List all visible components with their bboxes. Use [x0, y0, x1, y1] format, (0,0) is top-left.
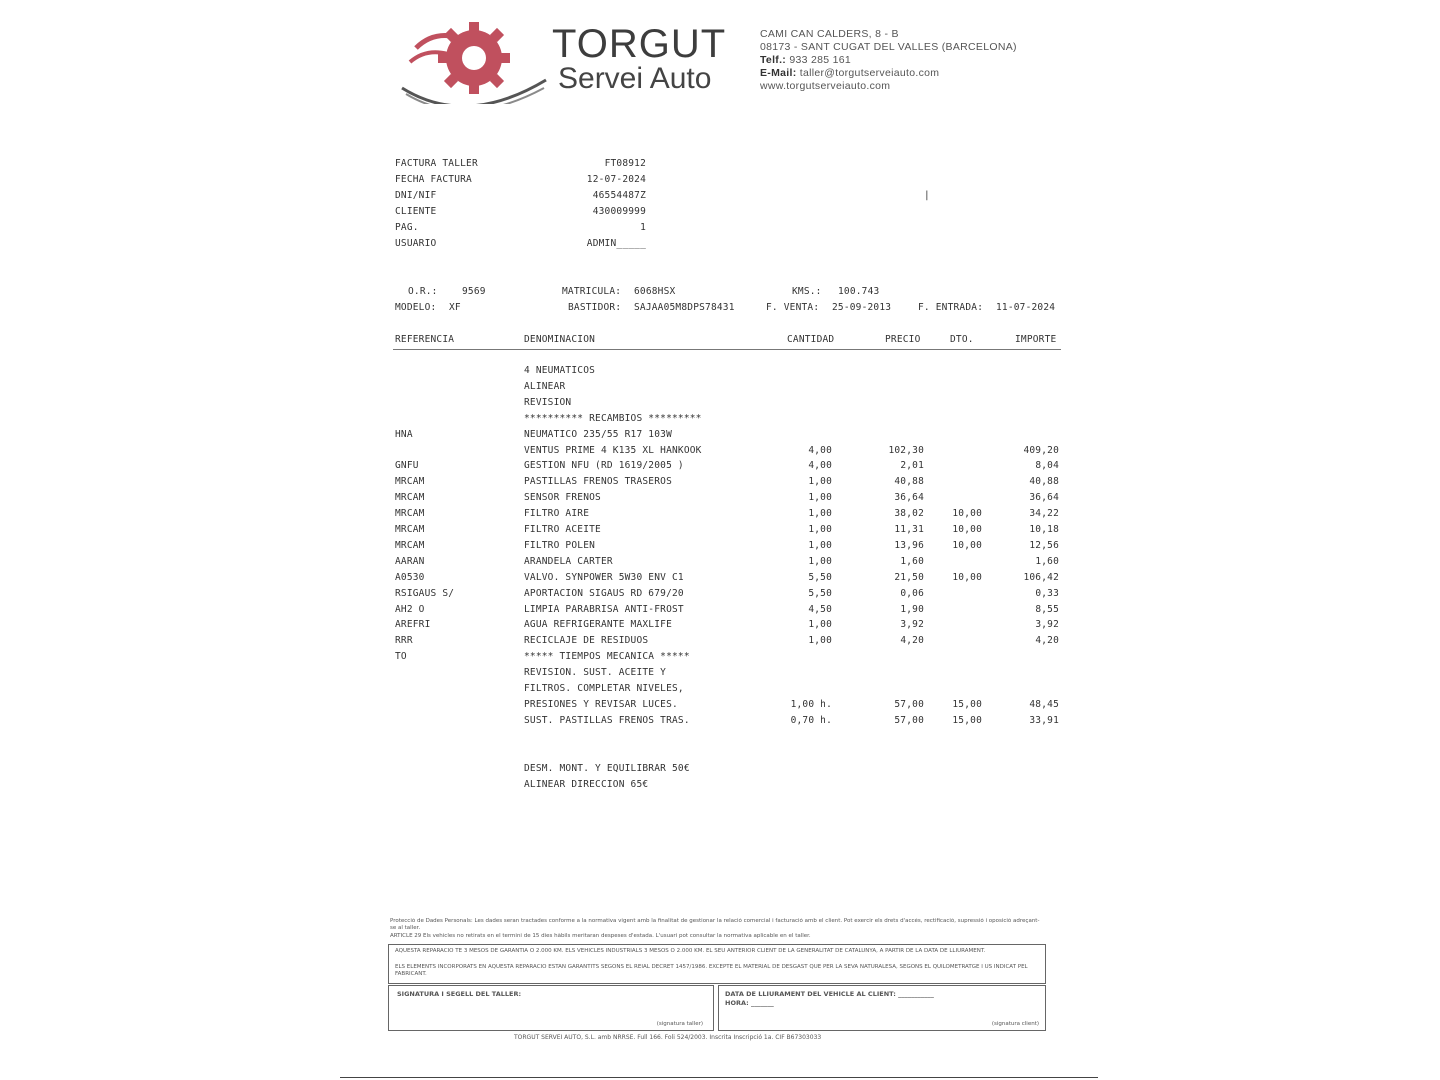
invoice-info-value: FT08912	[604, 158, 646, 169]
fine-print-2: ARTICLE 29 Els vehicles no retirats en el termini de 15 dies hàbils meritaran despeses d'estada. L'usuari pot consultar la normativa aplicable en el taller.	[390, 933, 811, 939]
header-amount: IMPORTE	[1015, 334, 1057, 345]
legal-footer: TORGUT SERVEI AUTO, S.L. amb NRRSE. Full 166. Foli 524/2003. Inscrita Inscripció 1a. CIF B67303033	[514, 1034, 822, 1041]
fine-print-1: Protecció de Dades Personals: Les dades seran tractades conforme a la normativa vigent amb la finalitat de gestionar la relació comercial i facturació amb el client. Pot exercir els drets d'accés, rectificació, supressió i oposició adreçant-se al taller.	[390, 918, 1040, 931]
phone-label: Telf.:	[760, 54, 787, 66]
cell-ref: AH2 O	[395, 603, 425, 615]
cell-qty: 1,00	[808, 619, 832, 631]
cell-amount: 36,64	[1029, 492, 1059, 504]
cell-ref: HNA	[395, 428, 413, 440]
cell-ref: MRCAM	[395, 539, 425, 551]
invoice-info-value: 12-07-2024	[586, 174, 646, 185]
cell-amount: 10,18	[1029, 524, 1059, 535]
cell-ref: RSIGAUS S/	[395, 587, 455, 599]
invoice-info-label: USUARIO	[395, 238, 437, 249]
cell-amount: 0,33	[1035, 587, 1059, 599]
cell-ref: A0530	[395, 571, 425, 583]
cell-amount: 8,04	[1035, 460, 1059, 472]
company-phone-line	[760, 54, 851, 66]
cell-desc: AGUA REFRIGERANTE MAXLIFE	[524, 619, 672, 631]
cell-dto: 10,00	[952, 571, 982, 583]
cell-qty: 1,00	[808, 508, 832, 520]
cell-desc: RECICLAJE DE RESIDUOS	[524, 635, 649, 647]
cell-desc: FILTROS. COMPLETAR NIVELES,	[524, 683, 684, 694]
company-web: www.torgutserveiauto.com	[760, 80, 891, 92]
cell-price: 1,60	[900, 555, 924, 567]
cell-price: 21,50	[894, 571, 924, 583]
fentrada-label: F. ENTRADA:	[918, 302, 984, 313]
cell-price: 11,31	[894, 524, 924, 535]
signature-workshop-hint: (signatura taller)	[656, 1021, 703, 1027]
cell-desc: FILTRO AIRE	[524, 508, 590, 520]
invoice-info-label: PAG.	[395, 222, 419, 233]
cell-ref: MRCAM	[395, 508, 425, 520]
cell-price: 38,02	[894, 508, 924, 520]
cell-amount: 106,42	[1023, 571, 1059, 583]
cell-qty: 5,50	[808, 587, 832, 599]
fventa-value: 25-09-2013	[832, 302, 892, 313]
cell-ref: TO	[395, 651, 407, 663]
cell-dto: 10,00	[952, 524, 982, 535]
cell-qty: 4,00	[808, 444, 832, 456]
cell-desc: ALINEAR	[524, 380, 566, 392]
note-line: ALINEAR DIRECCION 65€	[524, 779, 649, 790]
invoice-info-value: 46554487Z	[592, 190, 646, 201]
cell-qty: 1,00	[808, 476, 832, 488]
page-bottom-edge	[340, 1077, 1098, 1078]
company-subtitle: Servei Auto	[558, 62, 712, 95]
cell-desc: REVISION. SUST. ACEITE Y	[524, 667, 667, 679]
cell-amount: 4,20	[1035, 635, 1059, 647]
cell-desc: 4 NEUMATICOS	[524, 365, 596, 376]
cell-ref: GNFU	[395, 460, 419, 472]
cell-qty: 1,00	[808, 555, 832, 567]
kms-value: 100.743	[838, 286, 880, 297]
or-label: O.R.:	[408, 286, 438, 297]
cell-price: 36,64	[894, 492, 924, 504]
cell-desc: LIMPIA PARABRISA ANTI-FROST	[524, 603, 684, 615]
bastidor-value: SAJAA05M8DPS78431	[634, 302, 735, 313]
cell-ref: MRCAM	[395, 524, 425, 535]
cell-ref: RRR	[395, 635, 413, 647]
or-value: 9569	[462, 286, 486, 297]
matricula-value: 6068HSX	[634, 286, 676, 297]
signature-workshop-label: SIGNATURA I SEGELL DEL TALLER:	[397, 990, 522, 998]
header-dto: DTO.	[950, 334, 974, 345]
cell-ref: AREFRI	[395, 619, 431, 631]
company-name: TORGUT	[552, 22, 727, 66]
cell-qty: 1,00	[808, 492, 832, 504]
company-email-line	[760, 67, 939, 79]
invoice-info-value: ADMIN_____	[586, 238, 646, 249]
cell-price: 13,96	[894, 539, 924, 551]
header-desc: DENOMINACION	[524, 334, 596, 345]
cell-desc: FILTRO ACEITE	[524, 524, 601, 535]
cell-desc: ********** RECAMBIOS *********	[524, 412, 702, 424]
invoice-info-value: 1	[640, 222, 646, 233]
cell-desc: NEUMATICO 235/55 R17 103W	[524, 428, 672, 440]
cell-desc: ***** TIEMPOS MECANICA *****	[524, 651, 690, 663]
cell-price: 57,00	[894, 714, 924, 726]
cell-qty: 4,00	[808, 460, 832, 472]
modelo-value: XF	[449, 302, 461, 313]
cell-desc: PRESIONES Y REVISAR LUCES.	[524, 698, 678, 710]
cell-qty: 1,00	[808, 524, 832, 535]
note-line: DESM. MONT. Y EQUILIBRAR 50€	[524, 763, 690, 774]
header-price: PRECIO	[885, 334, 921, 345]
cell-qty: 1,00 h.	[790, 698, 832, 710]
cell-dto: 10,00	[952, 539, 982, 551]
fventa-label: F. VENTA:	[766, 302, 820, 313]
cell-ref: MRCAM	[395, 476, 425, 488]
modelo-label: MODELO:	[395, 302, 437, 313]
company-address-1: CAMI CAN CALDERS, 8 - B	[760, 28, 899, 40]
cell-qty: 5,50	[808, 571, 832, 583]
cell-amount: 48,45	[1029, 698, 1059, 710]
invoice-info-label: FECHA FACTURA	[395, 174, 472, 185]
cell-qty: 0,70 h.	[790, 714, 832, 726]
cell-amount: 409,20	[1023, 444, 1059, 456]
cell-desc: SUST. PASTILLAS FRENOS TRAS.	[524, 714, 690, 726]
cell-qty: 1,00	[808, 539, 832, 551]
cell-ref: MRCAM	[395, 492, 425, 504]
matricula-label: MATRICULA:	[562, 286, 622, 297]
bastidor-label: BASTIDOR:	[568, 302, 622, 313]
cell-dto: 15,00	[952, 698, 982, 710]
invoice-info-label: DNI/NIF	[395, 190, 437, 201]
cell-dto: 15,00	[952, 714, 982, 726]
phone-value: 933 285 161	[789, 54, 852, 66]
cell-qty: 1,00	[808, 635, 832, 647]
cell-amount: 34,22	[1029, 508, 1059, 520]
cell-ref: AARAN	[395, 555, 425, 567]
cell-price: 57,00	[894, 698, 924, 710]
signature-box-workshop	[388, 985, 714, 1031]
invoice-info-label: FACTURA TALLER	[395, 158, 478, 169]
delivery-hour-label: HORA: _______	[725, 999, 774, 1007]
signature-box-client	[718, 985, 1046, 1031]
cell-price: 0,06	[900, 587, 924, 599]
cell-desc: VALVO. SYNPOWER 5W30 ENV C1	[524, 571, 684, 583]
warranty-text-1: AQUESTA REPARACIO TE 3 MESOS DE GARANTIA O 2.000 KM. ELS VEHICLES INDUSTRIALS 3 MESOS O 2.000 KM. EL SEU ANTERIOR CLIENT DE LA GENERALITAT DE CATALUNYA, A PARTIR DE LA DATA DE LLIURAMENT.	[395, 948, 986, 954]
cell-dto: 10,00	[952, 508, 982, 520]
cell-desc: VENTUS PRIME 4 K135 XL HANKOOK	[524, 444, 702, 456]
cell-price: 1,90	[900, 603, 924, 615]
margin-mark: |	[924, 190, 930, 201]
cell-price: 102,30	[888, 444, 924, 456]
header-ref: REFERENCIA	[395, 334, 455, 345]
cell-desc: PASTILLAS FRENOS TRASEROS	[524, 476, 672, 488]
kms-label: KMS.:	[792, 286, 822, 297]
warranty-box	[388, 944, 1046, 984]
cell-amount: 3,92	[1035, 619, 1059, 631]
cell-amount: 8,55	[1035, 603, 1059, 615]
fentrada-value: 11-07-2024	[996, 302, 1056, 313]
cell-qty: 4,50	[808, 603, 832, 615]
company-logo	[396, 18, 556, 104]
cell-desc: REVISION	[524, 396, 572, 408]
email-label: E-Mail:	[760, 67, 797, 79]
invoice-info-label: CLIENTE	[395, 206, 437, 217]
invoice-info-value: 430009999	[592, 206, 646, 217]
warranty-text-2: ELS ELEMENTS INCORPORATS EN AQUESTA REPARACIO ESTAN GARANTITS SEGONS EL REIAL DECRET 1457/1986. EXCEPTE EL MATERIAL DE DESGAST QUE PER LA SEVA NATURALESA, SEGONS EL QUILOMETRATGE I US INDICAT PEL FABRICANT.	[395, 964, 1028, 977]
table-header-rule	[393, 349, 1061, 350]
cell-desc: FILTRO POLEN	[524, 539, 596, 551]
header-qty: CANTIDAD	[787, 334, 835, 345]
cell-price: 3,92	[900, 619, 924, 631]
cell-amount: 12,56	[1029, 539, 1059, 551]
cell-desc: APORTACION SIGAUS RD 679/20	[524, 587, 684, 599]
company-address-2: 08173 - SANT CUGAT DEL VALLES (BARCELONA)	[760, 41, 1017, 53]
cell-desc: SENSOR FRENOS	[524, 492, 601, 504]
cell-amount: 33,91	[1029, 714, 1059, 726]
cell-price: 40,88	[894, 476, 924, 488]
cell-price: 2,01	[900, 460, 924, 472]
signature-client-hint: (signatura client)	[991, 1021, 1039, 1027]
gear-logo-icon	[396, 18, 556, 104]
cell-desc: ARANDELA CARTER	[524, 555, 613, 567]
delivery-date-label: DATA DE LLIURAMENT DEL VEHICLE AL CLIENT: ___________	[725, 990, 934, 998]
email-value: taller@torgutserveiauto.com	[799, 67, 940, 79]
cell-price: 4,20	[900, 635, 924, 647]
cell-amount: 1,60	[1035, 555, 1059, 567]
cell-desc: GESTION NFU (RD 1619/2005 )	[524, 460, 684, 472]
cell-amount: 40,88	[1029, 476, 1059, 488]
